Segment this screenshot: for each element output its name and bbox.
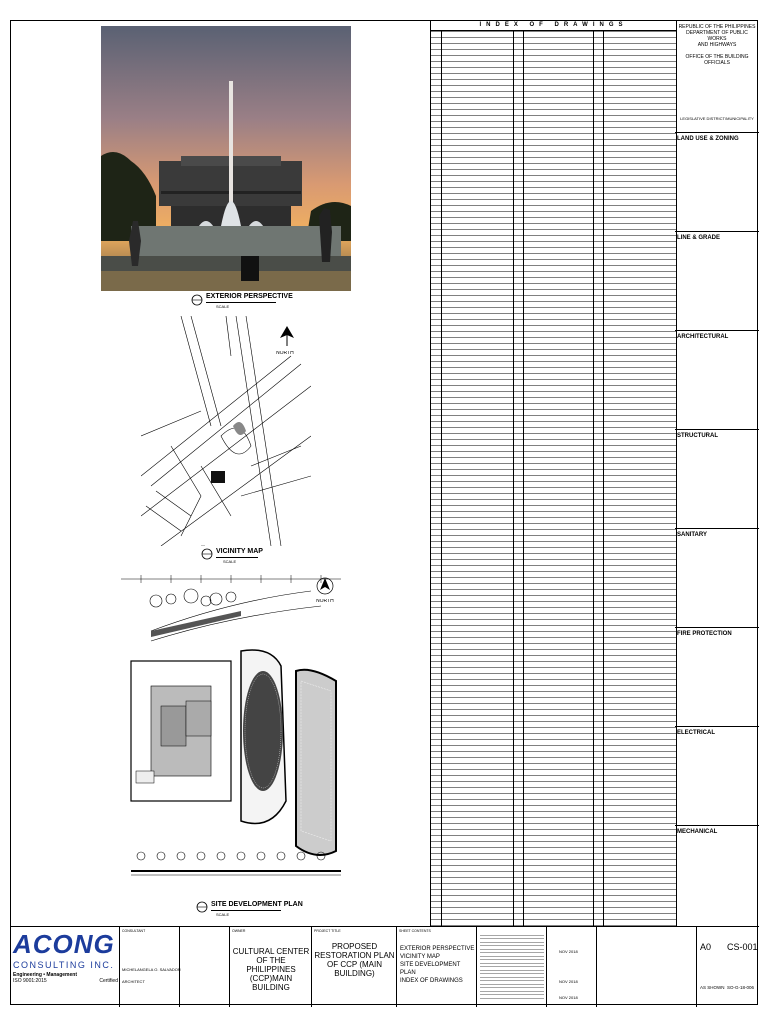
exterior-caption-mark — [191, 293, 203, 311]
project-title: PROPOSED RESTORATION PLAN OF CCP (MAIN BUILDING) — [314, 942, 395, 978]
north-label: NORTH — [276, 351, 294, 356]
agency-line: DEPARTMENT OF PUBLIC WORKS — [686, 30, 748, 42]
exterior-perspective-photo — [101, 26, 351, 291]
architect-name: MICHELANGELA O. SALVADOR — [122, 967, 181, 972]
dates-cell — [546, 927, 597, 1007]
vicinity-caption-mark — [201, 547, 213, 565]
index-column-divider — [513, 31, 514, 926]
sheet-contents-label: SHEET CONTENTS — [399, 929, 431, 933]
date-value: NOV 2018 — [559, 979, 578, 984]
caption-underline — [206, 302, 276, 303]
sheet-number: CS-001 — [727, 942, 758, 952]
date-value: NOV 2018 — [559, 995, 578, 1000]
svg-text:—: — — [201, 542, 205, 546]
site-caption-mark — [196, 900, 208, 918]
logo-mark: ACONG — [13, 929, 115, 959]
iso-label: ISO 9001:2015 — [13, 978, 47, 984]
revisions-cell — [596, 927, 697, 1007]
contents-cell — [396, 927, 477, 1007]
drawing-sheet — [10, 20, 758, 1005]
agency-line: REPUBLIC OF THE PHILIPPINES — [678, 24, 756, 30]
index-column-divider — [523, 31, 524, 926]
clearance-mechanical: MECHANICAL — [677, 829, 718, 835]
owner-cell — [229, 927, 312, 1007]
architect-role: ARCHITECT — [122, 979, 145, 984]
agency-district: LEGISLATIVE DISTRICT/MUNICIPALITY — [680, 116, 754, 121]
index-table — [431, 31, 676, 926]
north-arrow-icon — [316, 576, 334, 601]
clearance-structural: STRUCTURAL — [675, 430, 759, 529]
index-of-drawings — [430, 21, 677, 926]
north-arrow-icon — [279, 326, 295, 353]
exterior-scale: SCALE — [216, 304, 230, 309]
date-value: NOV 2018 — [559, 949, 578, 954]
project-cell — [311, 927, 397, 1007]
exterior-caption: EXTERIOR PERSPECTIVE — [206, 293, 293, 300]
license-cell — [179, 927, 230, 1007]
company-name: CONSULTING INC. — [13, 960, 115, 970]
sheet-size: A0 — [700, 942, 712, 952]
certified-label: Certified — [99, 978, 118, 984]
contents-item: VICINITY MAP — [400, 954, 440, 960]
notes-cell — [476, 927, 547, 1007]
agency-block — [675, 21, 759, 133]
site-development-plan — [111, 571, 351, 891]
project-label: PROJECT TITLE — [314, 929, 341, 933]
caption-underline — [216, 557, 258, 558]
index-column-divider — [441, 31, 442, 926]
index-column-divider — [603, 31, 604, 926]
owner-name: CULTURAL CENTER OF THE PHILIPPINES (CCP)MAIN BUILDING — [232, 947, 310, 992]
contents-item: EXTERIOR PERSPECTIVE — [400, 946, 475, 952]
project-number: SO-G-18-006 — [727, 985, 755, 990]
contents-item: SITE DEVELOPMENT PLAN — [400, 962, 461, 976]
clearance-electrical: ELECTRICAL — [675, 727, 759, 826]
site-caption: SITE DEVELOPMENT PLAN — [211, 901, 303, 908]
title-block — [11, 926, 759, 1007]
vicinity-caption: VICINITY MAP — [216, 548, 263, 555]
agency-office: OFFICE OF THE BUILDING OFFICIALS — [685, 54, 749, 66]
approval-panel — [675, 21, 759, 926]
clearance-land-use: LAND USE & ZONING — [675, 133, 759, 232]
consultant-cell — [119, 927, 180, 1007]
scale-value: AS SHOWN — [700, 985, 725, 990]
contents-item: INDEX OF DRAWINGS — [400, 978, 463, 984]
caption-underline — [211, 910, 281, 911]
company-logo — [13, 929, 118, 1005]
consultant-label: CONSULTANT — [122, 929, 146, 933]
north-label: NORTH — [316, 599, 334, 604]
clearance-fire-protection: FIRE PROTECTION — [675, 628, 759, 727]
site-scale: SCALE — [216, 912, 230, 917]
sheet-info-cell — [696, 927, 760, 1007]
clearance-line-grade: LINE & GRADE — [675, 232, 759, 331]
owner-label: OWNER — [232, 929, 246, 933]
index-column-divider — [593, 31, 594, 926]
clearance-sanitary: SANITARY — [675, 529, 759, 628]
vicinity-scale: SCALE — [223, 559, 237, 564]
agency-line: AND HIGHWAYS — [697, 42, 737, 48]
company-tagline: Engineering • Management — [13, 972, 77, 978]
clearance-architectural: ARCHITECTURAL — [675, 331, 759, 430]
index-title: INDEX OF DRAWINGS — [431, 21, 676, 31]
